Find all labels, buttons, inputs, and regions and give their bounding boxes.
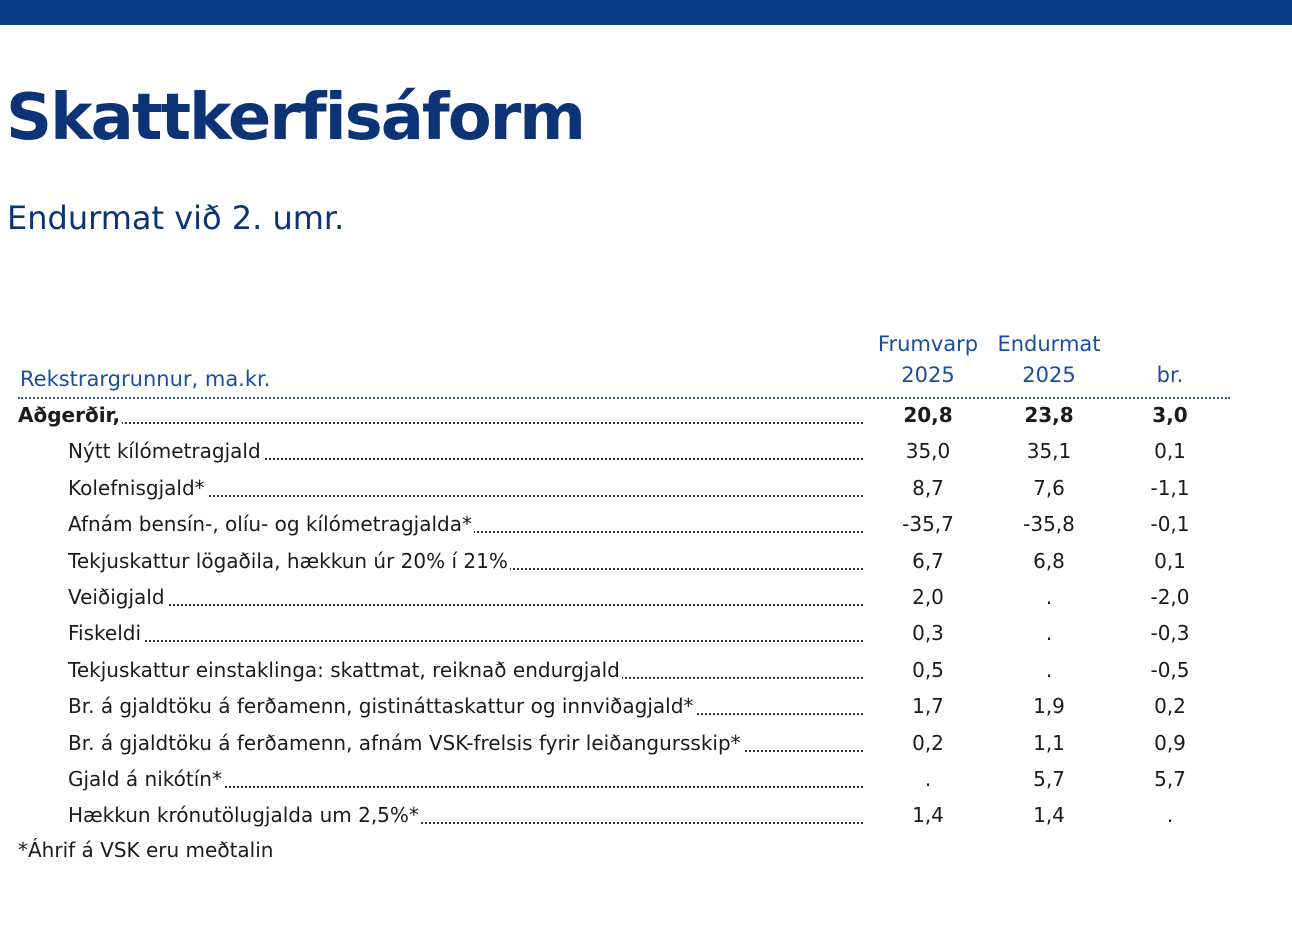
table-row xyxy=(18,472,1230,508)
table-row xyxy=(18,799,1230,835)
row-label: Kolefnisgjald* xyxy=(68,475,205,500)
value-frumvarp: -35,7 xyxy=(902,512,954,537)
table-row xyxy=(18,435,1230,471)
table-body xyxy=(18,399,1230,836)
page-title: Skattkerfisáform xyxy=(6,81,584,155)
row-label: Br. á gjaldtöku á ferðamenn, afnám VSK-frelsis fyrir leiðangursskip* xyxy=(68,730,741,755)
dot-leader xyxy=(18,422,863,424)
value-change: 3,0 xyxy=(1152,403,1188,427)
row-label-cell xyxy=(68,767,863,795)
row-label-cell xyxy=(18,403,863,431)
table-row xyxy=(18,690,1230,726)
value-endurmat: -35,8 xyxy=(1023,512,1075,537)
value-frumvarp: 8,7 xyxy=(912,475,944,500)
row-label: Afnám bensín-, olíu- og kílómetragjalda* xyxy=(68,512,472,537)
row-label: Aðgerðir, xyxy=(18,403,121,427)
value-change: -0,1 xyxy=(1150,512,1190,537)
column-header-line2: 2025 xyxy=(1022,363,1076,387)
value-change: . xyxy=(1166,803,1174,828)
value-endurmat: 1,4 xyxy=(1033,803,1065,828)
value-change: 0,9 xyxy=(1154,730,1186,755)
row-label: Fiskeldi xyxy=(68,621,142,646)
value-change: 5,7 xyxy=(1154,766,1186,791)
row-label-cell xyxy=(68,621,863,649)
dot-leader xyxy=(68,640,863,642)
value-frumvarp: 1,4 xyxy=(912,803,944,828)
column-header-change xyxy=(1110,360,1230,391)
table-row xyxy=(18,545,1230,581)
row-label-cell xyxy=(68,476,863,504)
column-header-line2: 2025 xyxy=(901,363,955,387)
value-change: -0,5 xyxy=(1150,657,1190,682)
table-row xyxy=(18,654,1230,690)
value-endurmat: 5,7 xyxy=(1033,766,1065,791)
page-subtitle: Endurmat við 2. umr. xyxy=(7,199,345,237)
value-change: -0,3 xyxy=(1150,621,1190,646)
value-endurmat: 1,9 xyxy=(1033,694,1065,719)
dot-leader xyxy=(68,604,863,606)
value-frumvarp: 35,0 xyxy=(905,439,951,464)
row-label-cell xyxy=(68,731,863,759)
column-header-line1: Endurmat xyxy=(997,332,1101,356)
column-header-endurmat xyxy=(988,329,1110,391)
row-label: Tekjuskattur lögaðila, hækkun úr 20% í 21% xyxy=(68,548,508,573)
row-label-cell xyxy=(68,694,863,722)
value-change: 0,1 xyxy=(1154,548,1186,573)
footnote: *Áhrif á VSK eru meðtalin xyxy=(18,838,274,862)
value-frumvarp: . xyxy=(924,766,932,791)
row-label: Nýtt kílómetragjald xyxy=(68,439,261,464)
value-frumvarp: 1,7 xyxy=(912,694,944,719)
table-row xyxy=(18,763,1230,799)
value-frumvarp: 20,8 xyxy=(903,403,953,427)
value-endurmat: 1,1 xyxy=(1033,730,1065,755)
table-row xyxy=(18,617,1230,653)
row-label-cell xyxy=(68,549,863,577)
column-header-line1: Frumvarp xyxy=(877,332,979,356)
table-row xyxy=(18,727,1230,763)
column-header-frumvarp xyxy=(868,329,988,391)
table-row xyxy=(18,581,1230,617)
table-header-row xyxy=(18,332,1230,399)
table-row xyxy=(18,508,1230,544)
row-label-cell xyxy=(68,585,863,613)
value-frumvarp: 0,3 xyxy=(912,621,944,646)
row-label: Br. á gjaldtöku á ferðamenn, gistináttaskattur og innviðagjald* xyxy=(68,694,694,719)
row-header-label: Rekstrargrunnur, ma.kr. xyxy=(20,367,271,391)
column-header-line2: br. xyxy=(1156,363,1184,387)
value-change: 0,2 xyxy=(1154,694,1186,719)
top-banner-bar xyxy=(0,0,1292,25)
value-change: 0,1 xyxy=(1154,439,1186,464)
row-label-cell xyxy=(68,439,863,467)
value-frumvarp: 2,0 xyxy=(912,584,944,609)
row-label-cell xyxy=(68,658,863,686)
value-frumvarp: 0,5 xyxy=(912,657,944,682)
tax-measures-table xyxy=(18,332,1230,836)
table-row xyxy=(18,399,1230,435)
row-label: Gjald á nikótín* xyxy=(68,766,222,791)
value-endurmat: . xyxy=(1045,584,1053,609)
value-frumvarp: 6,7 xyxy=(912,548,944,573)
row-label: Tekjuskattur einstaklinga: skattmat, reiknað endurgjald xyxy=(68,657,620,682)
value-endurmat: 23,8 xyxy=(1024,403,1074,427)
value-endurmat: 6,8 xyxy=(1033,548,1065,573)
value-endurmat: 35,1 xyxy=(1026,439,1072,464)
row-label: Hækkun krónutölugjalda um 2,5%* xyxy=(68,803,419,828)
row-label-cell xyxy=(68,512,863,540)
value-endurmat: 7,6 xyxy=(1033,475,1065,500)
row-label: Veiðigjald xyxy=(68,584,165,609)
row-label-cell xyxy=(68,803,863,831)
value-change: -1,1 xyxy=(1150,475,1190,500)
value-change: -2,0 xyxy=(1150,584,1190,609)
value-endurmat: . xyxy=(1045,657,1053,682)
value-frumvarp: 0,2 xyxy=(912,730,944,755)
value-endurmat: . xyxy=(1045,621,1053,646)
